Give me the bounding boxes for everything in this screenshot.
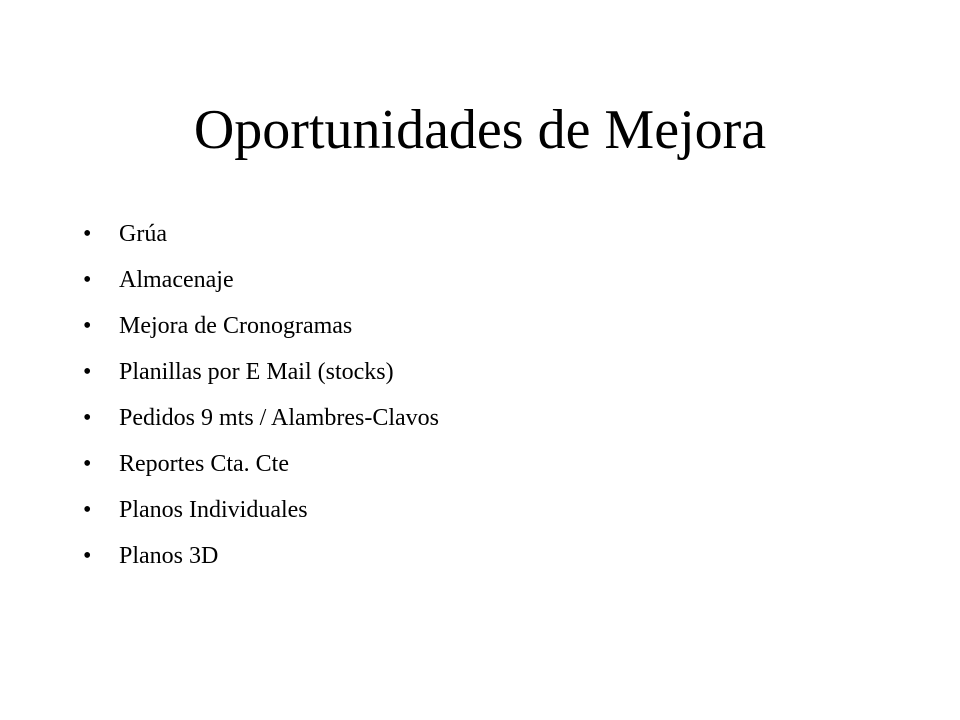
bullet-icon: • [83,451,92,477]
bullet-list [83,211,439,579]
list-item-text: Reportes Cta. Cte [119,451,289,477]
list-item [83,395,439,441]
list-item-text: Planos 3D [119,543,219,569]
bullet-icon: • [83,313,92,339]
list-item [83,303,439,349]
bullet-icon: • [83,497,92,523]
bullet-icon: • [83,405,92,431]
list-item [83,211,439,257]
bullet-icon: • [83,221,92,247]
slide-title: Oportunidades de Mejora [193,99,767,161]
list-item-text: Pedidos 9 mts / Alambres-Clavos [119,405,439,431]
list-item-text: Almacenaje [119,267,234,293]
list-item-text: Grúa [119,221,167,247]
bullet-icon: • [83,359,92,385]
bullet-icon: • [83,267,92,293]
bullet-icon: • [83,543,92,569]
list-item-text: Planillas por E Mail (stocks) [119,359,394,385]
list-item-text: Planos Individuales [119,497,308,523]
list-item [83,441,439,487]
list-item [83,349,439,395]
list-item [83,257,439,303]
list-item [83,487,439,533]
list-item [83,533,439,579]
list-item-text: Mejora de Cronogramas [119,313,353,339]
